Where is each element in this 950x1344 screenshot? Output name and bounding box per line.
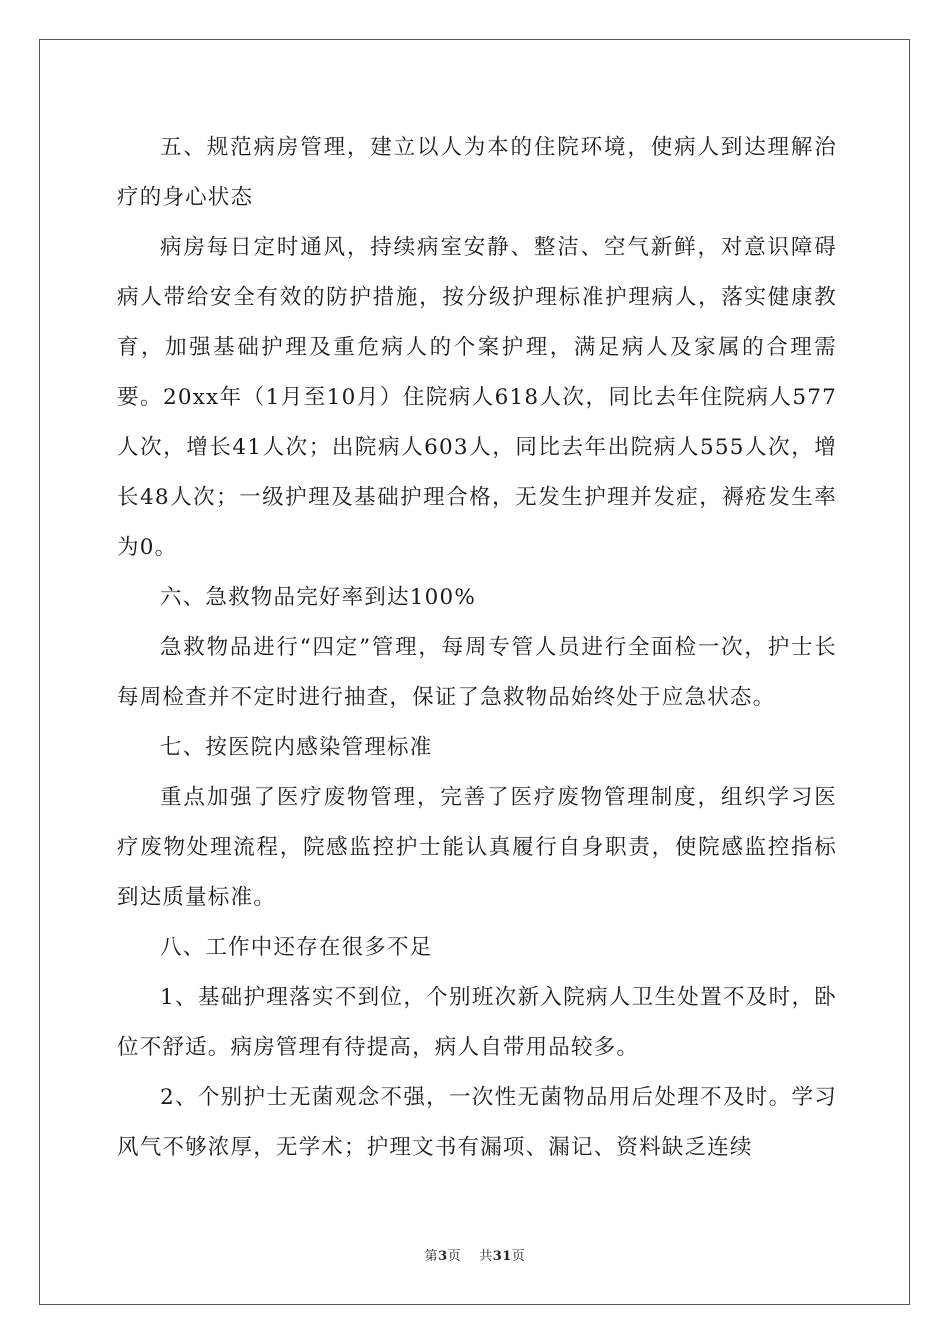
page-footer [0, 1245, 950, 1264]
footer-page-suffix: 页 [447, 1249, 462, 1264]
paragraph-shortcoming-2: 2、个别护士无菌观念不强，一次性无菌物品用后处理不及时。学习风气不够浓厚，无学术；护理文书有漏项、漏记、资料缺乏连续 [117, 1085, 837, 1160]
document-body [117, 123, 837, 1173]
paragraph-ward-management: 病房每日定时通风，持续病室安静、整洁、空气新鲜，对意识障碍病人带给安全有效的防护措施，按分级护理标准护理病人，落实健康教育，加强基础护理及重危病人的个案护理，满足病人及家属的合理需要。20xx年（1月至10月）住院病人618人次，同比去年住院病人577人次，增长41人次；出院病人603人，同比去年出院病人555人次，增长48人次；一级护理及基础护理合格，无发生护理并发症，褥疮发生率为0。 [117, 235, 837, 560]
footer-page-prefix: 第 [424, 1249, 439, 1264]
footer-page-number: 3 [438, 1249, 448, 1264]
footer-total-suffix: 页 [511, 1249, 526, 1264]
paragraph-infection-control: 重点加强了医疗废物管理，完善了医疗废物管理制度，组织学习医疗废物处理流程，院感监控护士能认真履行自身职责，使院感监控指标到达质量标准。 [117, 785, 837, 910]
section-heading-5: 五、规范病房管理，建立以人为本的住院环境，使病人到达理解治疗的身心状态 [117, 135, 837, 210]
paragraph-shortcoming-1: 1、基础护理落实不到位，个别班次新入院病人卫生处置不及时，卧位不舒适。病房管理有待提高，病人自带用品较多。 [117, 985, 837, 1060]
footer-total-prefix: 共 [479, 1249, 493, 1264]
paragraph-emergency-supplies: 急救物品进行“四定”管理，每周专管人员进行全面检一次，护士长每周检查并不定时进行抽查，保证了急救物品始终处于应急状态。 [117, 635, 837, 710]
section-heading-7: 七、按医院内感染管理标准 [160, 735, 433, 760]
footer-total-pages: 31 [492, 1249, 512, 1264]
section-heading-8: 八、工作中还存在很多不足 [160, 935, 433, 960]
section-heading-6: 六、急救物品完好率到达100% [160, 585, 476, 610]
